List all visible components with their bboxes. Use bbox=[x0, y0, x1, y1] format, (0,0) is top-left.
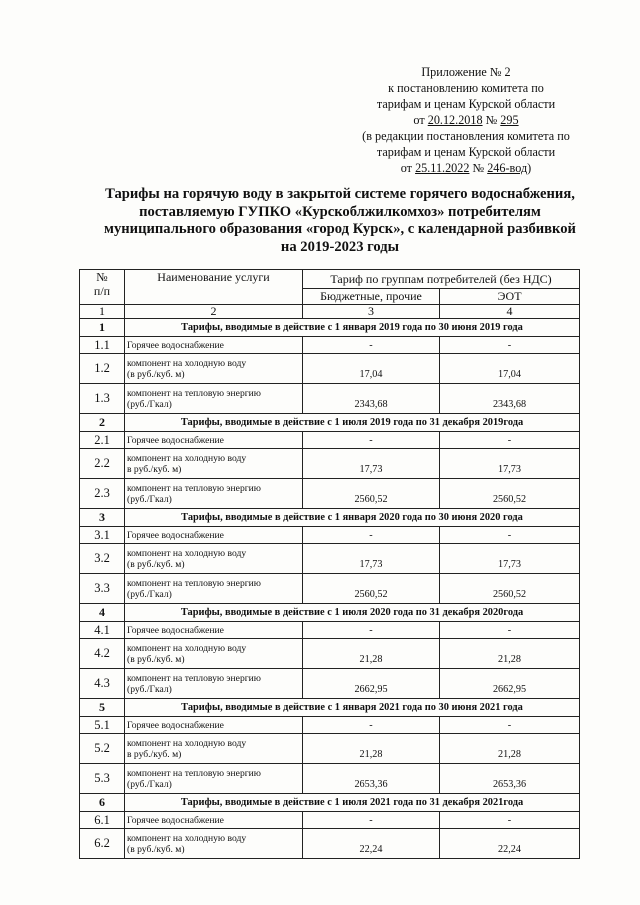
annex-amendment-reference: от 25.11.2022 № 246-вод) bbox=[400, 161, 532, 175]
service-name: Горячее водоснабжение bbox=[125, 622, 303, 639]
annex-number: 295 bbox=[500, 113, 519, 127]
section-title: Тарифы, вводимые в действие с 1 января 2021 года по 30 июня 2021 года bbox=[125, 699, 580, 717]
table-row bbox=[80, 527, 580, 544]
header-budget: Бюджетные, прочие bbox=[303, 289, 440, 305]
section-number: 3 bbox=[80, 509, 125, 527]
annex-line: к постановлению комитета по bbox=[388, 81, 544, 95]
service-name: Горячее водоснабжение bbox=[125, 527, 303, 544]
item-number: 4.3 bbox=[80, 669, 125, 699]
eot-tariff: 17,73 bbox=[440, 449, 580, 479]
table-row bbox=[80, 764, 580, 794]
section-title: Тарифы, вводимые в действие с 1 июля 2019 года по 31 декабря 2019года bbox=[125, 414, 580, 432]
annex-line: тарифам и ценам Курской области bbox=[376, 145, 556, 159]
section-row bbox=[80, 319, 580, 337]
section-number: 2 bbox=[80, 414, 125, 432]
table-row bbox=[80, 449, 580, 479]
table-row bbox=[80, 669, 580, 699]
table-row bbox=[80, 734, 580, 764]
section-row bbox=[80, 699, 580, 717]
eot-tariff: - bbox=[440, 622, 580, 639]
section-number: 5 bbox=[80, 699, 125, 717]
budget-tariff: 17,04 bbox=[303, 354, 440, 384]
budget-tariff: - bbox=[303, 812, 440, 829]
item-number: 3.1 bbox=[80, 527, 125, 544]
column-number: 3 bbox=[303, 305, 440, 319]
item-number: 2.3 bbox=[80, 479, 125, 509]
table-row bbox=[80, 337, 580, 354]
section-title: Тарифы, вводимые в действие с 1 июля 2020 года по 31 декабря 2020года bbox=[125, 604, 580, 622]
annex-line: тарифам и ценам Курской области bbox=[376, 97, 556, 111]
eot-tariff: 21,28 bbox=[440, 734, 580, 764]
annex-block bbox=[330, 64, 602, 176]
service-name: Горячее водоснабжение bbox=[125, 717, 303, 734]
eot-tariff: 21,28 bbox=[440, 639, 580, 669]
eot-tariff: - bbox=[440, 812, 580, 829]
title-line: муниципального образования «город Курск», с календарной разбивкой bbox=[104, 221, 576, 237]
section-row bbox=[80, 414, 580, 432]
budget-tariff: 2653,36 bbox=[303, 764, 440, 794]
table-row bbox=[80, 479, 580, 509]
service-name: Горячее водоснабжение bbox=[125, 337, 303, 354]
section-row bbox=[80, 604, 580, 622]
item-number: 3.3 bbox=[80, 574, 125, 604]
header-number: № п/п bbox=[80, 270, 125, 305]
table-row bbox=[80, 432, 580, 449]
item-number: 1.1 bbox=[80, 337, 125, 354]
item-number: 4.2 bbox=[80, 639, 125, 669]
eot-tariff: 17,73 bbox=[440, 544, 580, 574]
budget-tariff: 21,28 bbox=[303, 734, 440, 764]
header-service-name: Наименование услуги bbox=[125, 270, 303, 305]
budget-tariff: - bbox=[303, 527, 440, 544]
budget-tariff: 2560,52 bbox=[303, 479, 440, 509]
tariff-table bbox=[79, 269, 580, 859]
budget-tariff: 2560,52 bbox=[303, 574, 440, 604]
eot-tariff: 17,04 bbox=[440, 354, 580, 384]
column-number: 2 bbox=[125, 305, 303, 319]
eot-tariff: 2560,52 bbox=[440, 574, 580, 604]
table-row bbox=[80, 354, 580, 384]
item-number: 5.2 bbox=[80, 734, 125, 764]
table-row bbox=[80, 829, 580, 859]
item-number: 2.1 bbox=[80, 432, 125, 449]
budget-tariff: - bbox=[303, 337, 440, 354]
annex-line: (в редакции постановления комитета по bbox=[362, 129, 570, 143]
section-title: Тарифы, вводимые в действие с 1 января 2020 года по 30 июня 2020 года bbox=[125, 509, 580, 527]
amendment-number: 246-вод bbox=[487, 161, 528, 175]
table-row bbox=[80, 812, 580, 829]
item-number: 5.1 bbox=[80, 717, 125, 734]
table-row bbox=[80, 384, 580, 414]
table-row bbox=[80, 622, 580, 639]
section-title: Тарифы, вводимые в действие с 1 июля 2021 года по 31 декабря 2021года bbox=[125, 794, 580, 812]
budget-tariff: - bbox=[303, 432, 440, 449]
column-number-row bbox=[80, 305, 580, 319]
service-name: компонент на холодную воду (в руб./куб. м) bbox=[125, 639, 303, 669]
eot-tariff: 2662,95 bbox=[440, 669, 580, 699]
eot-tariff: 22,24 bbox=[440, 829, 580, 859]
section-number: 4 bbox=[80, 604, 125, 622]
section-number: 6 bbox=[80, 794, 125, 812]
table-row bbox=[80, 717, 580, 734]
eot-tariff: 2653,36 bbox=[440, 764, 580, 794]
item-number: 6.2 bbox=[80, 829, 125, 859]
eot-tariff: - bbox=[440, 527, 580, 544]
budget-tariff: - bbox=[303, 717, 440, 734]
amendment-date: 25.11.2022 bbox=[415, 161, 470, 175]
eot-tariff: 2343,68 bbox=[440, 384, 580, 414]
item-number: 3.2 bbox=[80, 544, 125, 574]
section-row bbox=[80, 794, 580, 812]
title-line: на 2019-2023 годы bbox=[280, 238, 400, 255]
annex-title: Приложение № 2 bbox=[421, 65, 511, 79]
section-title: Тарифы, вводимые в действие с 1 января 2019 года по 30 июня 2019 года bbox=[125, 319, 580, 337]
table-row bbox=[80, 574, 580, 604]
service-name: компонент на холодную воду в руб./куб. м) bbox=[125, 449, 303, 479]
item-number: 2.2 bbox=[80, 449, 125, 479]
item-number: 1.2 bbox=[80, 354, 125, 384]
title-line: Тарифы на горячую воду в закрытой системе горячего водоснабжения, bbox=[105, 186, 575, 202]
table-row bbox=[80, 639, 580, 669]
service-name: компонент на холодную воду в руб./куб. м) bbox=[125, 734, 303, 764]
column-number: 1 bbox=[80, 305, 125, 319]
service-name: компонент на тепловую энергию (руб./Гкал) bbox=[125, 574, 303, 604]
eot-tariff: - bbox=[440, 337, 580, 354]
eot-tariff: 2560,52 bbox=[440, 479, 580, 509]
service-name: компонент на холодную воду (в руб./куб. м) bbox=[125, 544, 303, 574]
budget-tariff: 2662,95 bbox=[303, 669, 440, 699]
eot-tariff: - bbox=[440, 717, 580, 734]
eot-tariff: - bbox=[440, 432, 580, 449]
section-number: 1 bbox=[80, 319, 125, 337]
item-number: 5.3 bbox=[80, 764, 125, 794]
header-tariff-group: Тариф по группам потребителей (без НДС) bbox=[303, 270, 580, 289]
item-number: 1.3 bbox=[80, 384, 125, 414]
budget-tariff: 2343,68 bbox=[303, 384, 440, 414]
service-name: компонент на тепловую энергию (руб./Гкал) bbox=[125, 384, 303, 414]
annex-reference: от 20.12.2018 № 295 bbox=[413, 113, 519, 127]
section-row bbox=[80, 509, 580, 527]
budget-tariff: 17,73 bbox=[303, 449, 440, 479]
budget-tariff: 17,73 bbox=[303, 544, 440, 574]
budget-tariff: 21,28 bbox=[303, 639, 440, 669]
document-title bbox=[70, 186, 610, 256]
annex-date: 20.12.2018 bbox=[427, 113, 483, 127]
item-number: 6.1 bbox=[80, 812, 125, 829]
service-name: компонент на тепловую энергию (руб./Гкал) bbox=[125, 764, 303, 794]
column-number: 4 bbox=[440, 305, 580, 319]
item-number: 4.1 bbox=[80, 622, 125, 639]
budget-tariff: - bbox=[303, 622, 440, 639]
header-eot: ЭОТ bbox=[440, 289, 580, 305]
service-name: компонент на холодную воду (в руб./куб. м) bbox=[125, 829, 303, 859]
table-row bbox=[80, 544, 580, 574]
service-name: Горячее водоснабжение bbox=[125, 812, 303, 829]
budget-tariff: 22,24 bbox=[303, 829, 440, 859]
title-line: поставляемую ГУПКО «Курскоблжилкомхоз» потребителям bbox=[139, 203, 541, 220]
service-name: компонент на тепловую энергию (руб./Гкал) bbox=[125, 669, 303, 699]
service-name: компонент на тепловую энергию (руб./Гкал) bbox=[125, 479, 303, 509]
service-name: компонент на холодную воду (в руб./куб. м) bbox=[125, 354, 303, 384]
service-name: Горячее водоснабжение bbox=[125, 432, 303, 449]
